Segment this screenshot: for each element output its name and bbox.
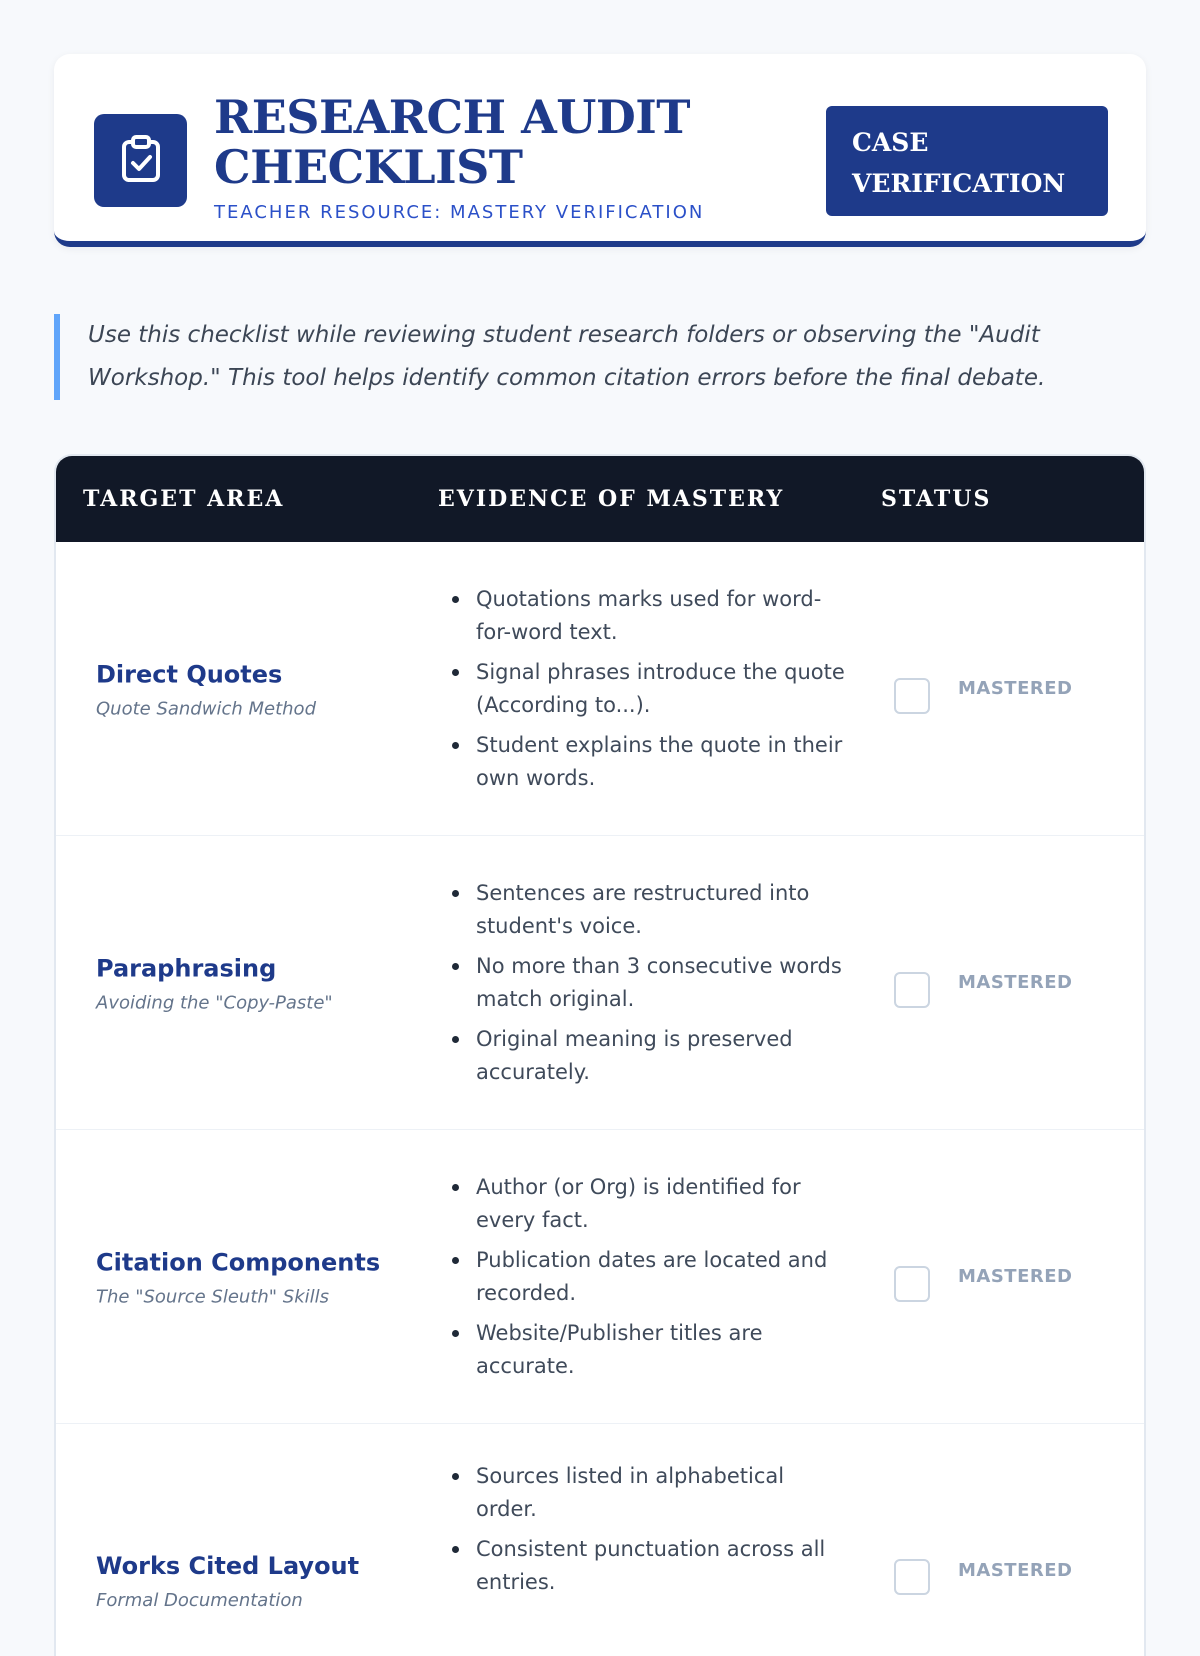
evidence-item: Website/Publisher titles are accurate. — [446, 1317, 846, 1383]
table-row — [56, 1424, 1144, 1656]
evidence-item: No more than 3 consecutive words match original. — [446, 950, 846, 1016]
status-cell — [894, 669, 1072, 709]
badge-line-2: VERIFICATION — [852, 169, 1066, 198]
badge-line-1: CASE — [852, 128, 929, 157]
evidence-cell — [446, 877, 846, 1089]
evidence-cell — [446, 1171, 846, 1383]
table-row — [56, 542, 1144, 836]
evidence-item: Signal phrases introduce the quote (According to...). — [446, 656, 846, 722]
target-area-method: Formal Documentation — [96, 1590, 303, 1611]
clipboard-check-icon — [119, 134, 163, 188]
status-cell — [894, 1550, 1072, 1590]
target-area-method: Avoiding the "Copy-Paste" — [96, 992, 333, 1013]
evidence-item: Author (or Org) is identified for every fact. — [446, 1171, 846, 1237]
header-card — [54, 54, 1146, 247]
evidence-list — [446, 877, 846, 1089]
target-area-method: The "Source Sleuth" Skills — [96, 1286, 330, 1307]
target-area-name: Works Cited Layout — [96, 1552, 360, 1580]
status-label: MASTERED — [958, 972, 1073, 993]
checklist-table — [56, 456, 1144, 1656]
status-cell — [894, 1257, 1072, 1297]
target-area-name: Citation Components — [96, 1248, 381, 1276]
table-row — [56, 836, 1144, 1130]
target-area-cell — [96, 1246, 416, 1307]
evidence-list — [446, 1171, 846, 1383]
mastered-checkbox[interactable] — [894, 1266, 930, 1302]
column-header-evidence: EVIDENCE OF MASTERY — [438, 486, 785, 512]
evidence-list — [446, 583, 846, 795]
evidence-item: Publication dates are located and recorded. — [446, 1244, 846, 1310]
mastered-checkbox[interactable] — [894, 678, 930, 714]
target-area-cell — [96, 952, 416, 1013]
intro-text: Use this checklist while reviewing student research folders or observing the "Audit Workshop." This tool helps identify common citation errors before the final debate. — [54, 314, 1146, 400]
column-header-target-area: TARGET AREA — [83, 486, 285, 512]
target-area-method: Quote Sandwich Method — [96, 698, 316, 719]
evidence-item: Original meaning is preserved accurately. — [446, 1023, 846, 1089]
evidence-item: Sources listed in alphabetical order. — [446, 1460, 846, 1526]
table-row — [56, 1130, 1144, 1424]
evidence-item: Student explains the quote in their own words. — [446, 729, 846, 795]
evidence-item: Quotations marks used for word-for-word text. — [446, 583, 846, 649]
status-label: MASTERED — [958, 678, 1073, 699]
status-label: MASTERED — [958, 1559, 1073, 1581]
target-area-name: Paraphrasing — [96, 954, 277, 982]
target-area-cell — [96, 1550, 416, 1611]
column-header-status: STATUS — [881, 486, 992, 512]
target-area-cell — [96, 658, 416, 719]
page-title: RESEARCH AUDIT CHECKLIST — [214, 90, 691, 194]
case-verification-badge — [826, 106, 1108, 216]
mastered-checkbox[interactable] — [894, 1559, 930, 1595]
page — [54, 54, 1146, 1611]
mastered-checkbox[interactable] — [894, 972, 930, 1008]
evidence-list — [446, 1460, 846, 1599]
status-label: MASTERED — [958, 1266, 1073, 1287]
target-area-name: Direct Quotes — [96, 660, 283, 688]
page-subtitle: TEACHER RESOURCE: MASTERY VERIFICATION — [214, 202, 705, 223]
evidence-item: Consistent punctuation across all entries. — [446, 1533, 846, 1599]
evidence-cell — [446, 1460, 846, 1599]
logo — [94, 114, 187, 207]
evidence-cell — [446, 583, 846, 795]
evidence-item: Sentences are restructured into student's voice. — [446, 877, 846, 943]
status-cell — [894, 963, 1072, 1003]
table-header — [56, 456, 1144, 542]
